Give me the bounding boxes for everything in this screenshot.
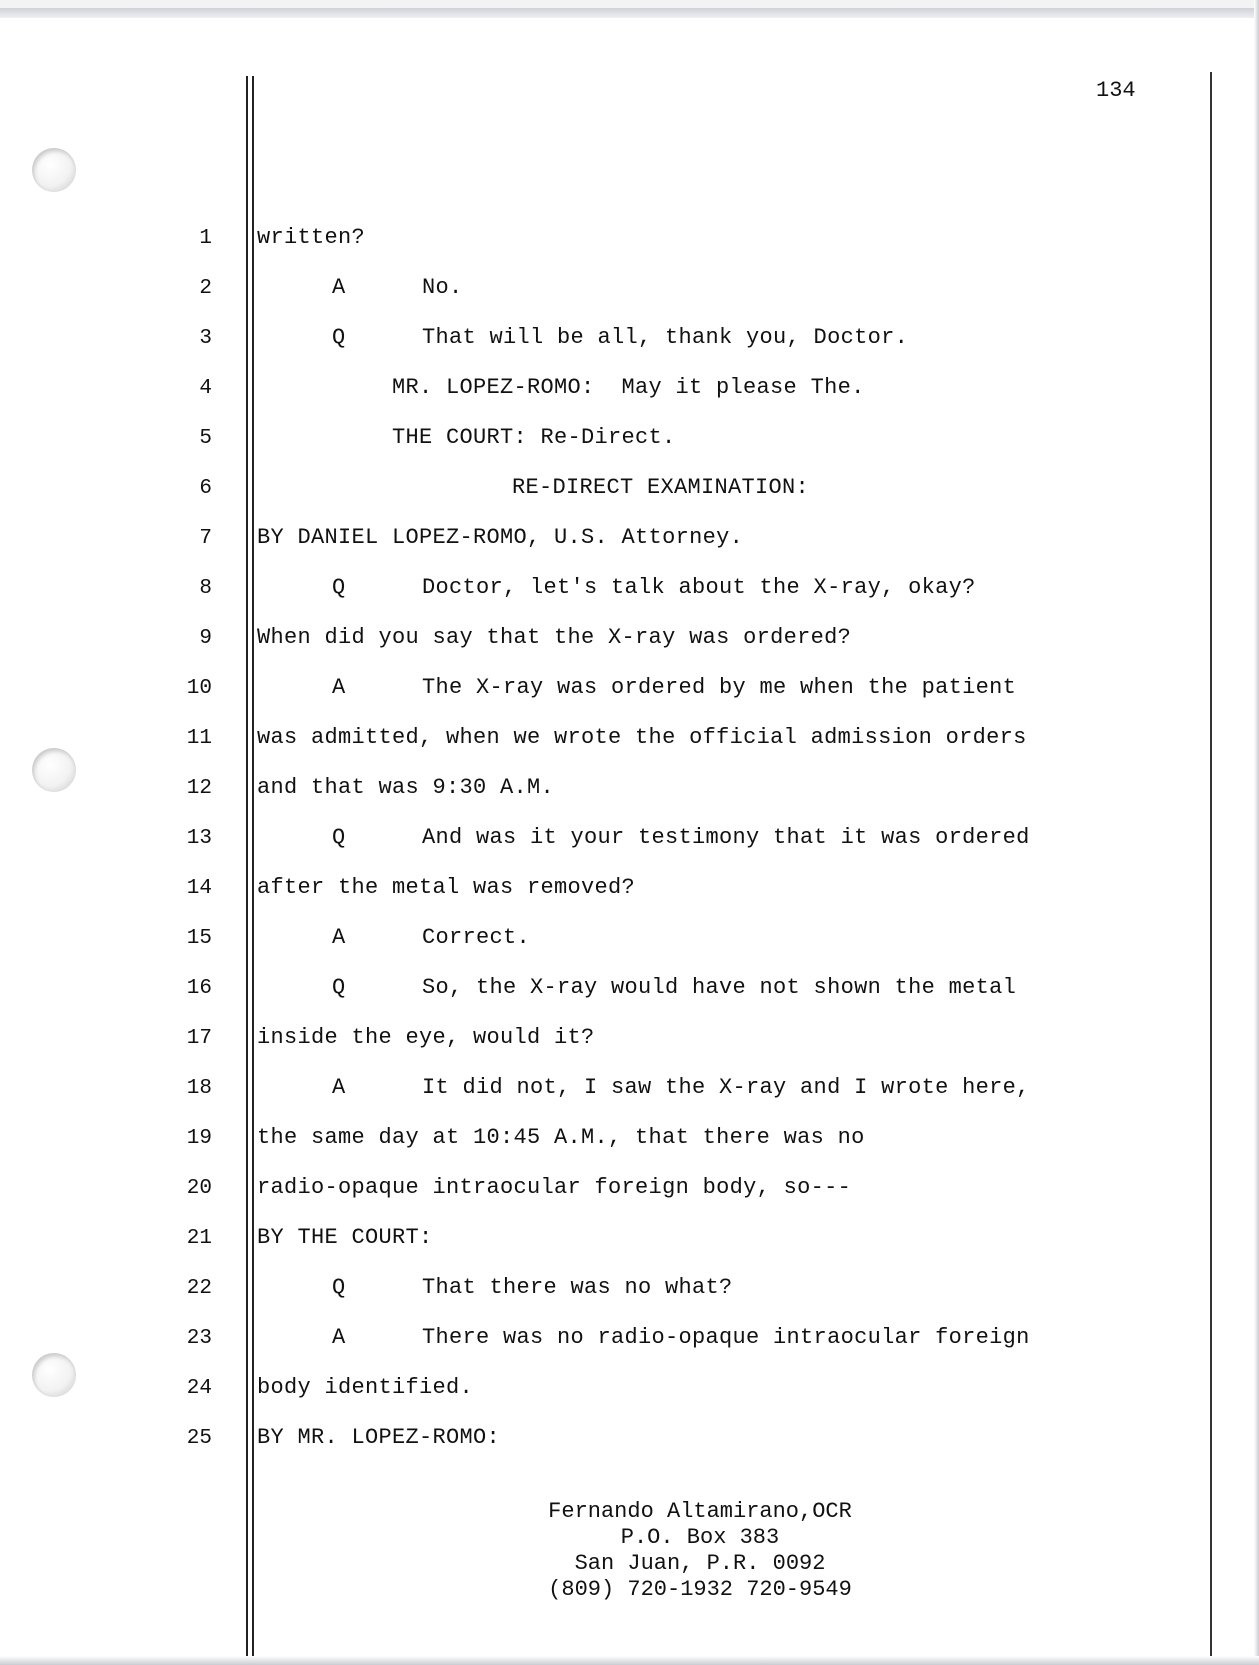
speaker-marker: A (332, 1075, 346, 1100)
transcript-line: When did you say that the X-ray was ordered? (257, 625, 852, 650)
transcript-line: That there was no what? (422, 1275, 733, 1300)
line-number: 8 (199, 577, 212, 600)
page-bottom-edge (0, 1656, 1259, 1665)
transcript-line: The X-ray was ordered by me when the patient (422, 675, 1017, 700)
speaker-marker: Q (332, 325, 346, 350)
line-number: 13 (186, 827, 212, 850)
line-number: 9 (199, 627, 212, 650)
line-number: 19 (186, 1127, 212, 1150)
line-number: 18 (186, 1077, 212, 1100)
binder-hole-middle (32, 748, 76, 792)
binder-hole-top (32, 148, 76, 192)
speaker-marker: Q (332, 975, 346, 1000)
transcript-line: Doctor, let's talk about the X-ray, okay? (422, 575, 976, 600)
footer-address-city: San Juan, P.R. 0092 (574, 1551, 826, 1576)
binder-hole-bottom (32, 1353, 76, 1397)
line-number: 1 (199, 227, 212, 250)
transcript-line: BY DANIEL LOPEZ-ROMO, U.S. Attorney. (257, 525, 744, 550)
line-number: 15 (186, 927, 212, 950)
transcript-line: radio-opaque intraocular foreign body, so--- (257, 1175, 852, 1200)
line-number: 5 (199, 427, 212, 450)
speaker-marker: A (332, 275, 346, 300)
speaker-marker: Q (332, 825, 346, 850)
line-number: 12 (186, 777, 212, 800)
transcript-line: It did not, I saw the X-ray and I wrote here, (422, 1075, 1030, 1100)
transcript-line: BY MR. LOPEZ-ROMO: (257, 1425, 501, 1450)
transcript-page (0, 8, 1259, 1658)
transcript-line: and that was 9:30 A.M. (257, 775, 555, 800)
line-number: 16 (186, 977, 212, 1000)
speaker-marker: A (332, 1325, 346, 1350)
transcript-line: And was it your testimony that it was ordered (422, 825, 1030, 850)
transcript-line: body identified. (257, 1375, 474, 1400)
line-number: 20 (186, 1177, 212, 1200)
line-number: 7 (199, 527, 212, 550)
line-number: 3 (199, 327, 212, 350)
transcript-line: That will be all, thank you, Doctor. (422, 325, 909, 350)
transcript-line: written? (257, 225, 366, 250)
line-number: 14 (186, 877, 212, 900)
line-number: 6 (199, 477, 212, 500)
page-number: 134 (1096, 78, 1136, 103)
line-number: 10 (186, 677, 212, 700)
line-number: 21 (186, 1227, 212, 1250)
line-number: 11 (186, 727, 212, 750)
transcript-line: Correct. (422, 925, 531, 950)
line-number: 2 (199, 277, 212, 300)
speaker-marker: Q (332, 575, 346, 600)
transcript-line: There was no radio-opaque intraocular foreign (422, 1325, 1030, 1350)
line-number: 25 (186, 1427, 212, 1450)
transcript-line: inside the eye, would it? (257, 1025, 595, 1050)
speaker-marker: Q (332, 1275, 346, 1300)
transcript-line: THE COURT: Re-Direct. (392, 425, 676, 450)
speaker-marker: A (332, 675, 346, 700)
line-number: 22 (186, 1277, 212, 1300)
left-margin-rule-outer (246, 76, 248, 1658)
right-margin-rule (1210, 72, 1212, 1658)
page-right-edge (1254, 0, 1259, 1665)
transcript-line: BY THE COURT: (257, 1225, 433, 1250)
footer-address-box: P.O. Box 383 (620, 1525, 780, 1550)
line-number: 17 (186, 1027, 212, 1050)
transcript-line: after the metal was removed? (257, 875, 636, 900)
speaker-marker: A (332, 925, 346, 950)
transcript-line: the same day at 10:45 A.M., that there was no (257, 1125, 865, 1150)
page-top-edge (0, 8, 1259, 18)
footer-phone: (809) 720-1932 720-9549 (548, 1577, 852, 1602)
line-number: 23 (186, 1327, 212, 1350)
transcript-line: was admitted, when we wrote the official admission orders (257, 725, 1027, 750)
transcript-line: MR. LOPEZ-ROMO: May it please The. (392, 375, 865, 400)
transcript-line: So, the X-ray would have not shown the metal (422, 975, 1017, 1000)
footer-reporter-name: Fernando Altamirano,OCR (548, 1499, 852, 1524)
left-margin-rule-inner (252, 76, 254, 1658)
transcript-line: No. (422, 275, 463, 300)
line-number: 24 (186, 1377, 212, 1400)
line-number: 4 (199, 377, 212, 400)
section-heading: RE-DIRECT EXAMINATION: (512, 475, 810, 500)
